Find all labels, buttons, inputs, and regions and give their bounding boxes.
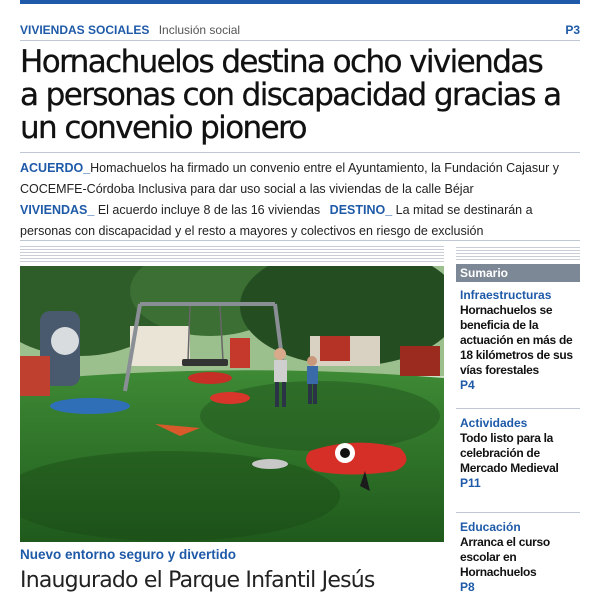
playground-photo: [20, 266, 444, 542]
hatch-band: [456, 246, 580, 260]
divider: [20, 152, 580, 153]
sidebar-item-page: P11: [460, 476, 481, 490]
sidebar-item-category: Infraestructuras: [460, 288, 552, 302]
key-point-destino-cont: personas con discapacidad y el resto a mayores y colectivos en riesgo de exclusión: [20, 224, 484, 238]
key-text: Homachuelos ha firmado un convenio entre el Ayuntamiento, la Fundación Cajasur y: [90, 161, 559, 175]
secondary-headline: Inaugurado el Parque Infantil Jesús: [20, 568, 375, 593]
playground-image: [20, 266, 444, 542]
page-number: P3: [565, 23, 580, 37]
headline-line-3: un convenio pionero: [20, 110, 306, 146]
sidebar-title: Sumario: [456, 264, 580, 282]
key-text: El acuerdo incluye 8 de las 16 viviendas: [97, 203, 321, 217]
sidebar-item[interactable]: [460, 288, 580, 393]
divider: [456, 408, 580, 409]
key-label: DESTINO_: [329, 203, 393, 217]
subsection-label: Inclusión social: [158, 23, 241, 37]
sidebar-item[interactable]: [460, 520, 580, 595]
photo-caption: Nuevo entorno seguro y divertido: [20, 547, 237, 562]
key-points: [20, 158, 580, 242]
sidebar-item-text: Arranca el curso escolar en Hornachuelos: [460, 535, 550, 579]
top-color-bar: [20, 0, 580, 4]
section-header: [20, 20, 580, 41]
key-point-acuerdo: [20, 158, 580, 179]
sidebar-item-page: P8: [460, 580, 475, 594]
sidebar-item-category: Actividades: [460, 416, 528, 430]
divider: [456, 512, 580, 513]
section-label: VIVIENDAS SOCIALES: [20, 23, 150, 37]
sidebar-item[interactable]: [460, 416, 580, 491]
key-label: ACUERDO_: [20, 161, 91, 175]
headline-line-2: a personas con discapacidad gracias a: [20, 77, 561, 113]
hatch-band: [20, 246, 444, 262]
headline-line-1: Hornachuelos destina ocho viviendas: [20, 44, 543, 80]
key-label: VIVIENDAS_: [20, 203, 95, 217]
divider: [20, 240, 580, 241]
summary-sidebar: [456, 246, 580, 600]
sidebar-item-page: P4: [460, 378, 475, 392]
sidebar-item-text: Todo listo para la celebración de Mercado Medieval: [460, 431, 559, 475]
sidebar-item-category: Educación: [460, 520, 521, 534]
key-point-acuerdo-cont: COCEMFE-Córdoba Inclusiva para dar uso social a las viviendas de la calle Béjar: [20, 182, 474, 196]
sidebar-item-text: Hornachuelos se beneficia de la actuación en más de 18 kilómetros de sus vías forestales: [460, 303, 573, 377]
main-headline: [20, 46, 580, 145]
key-text: La mitad se destinarán a: [395, 203, 533, 217]
key-point-viviendas-destino: [20, 200, 580, 221]
